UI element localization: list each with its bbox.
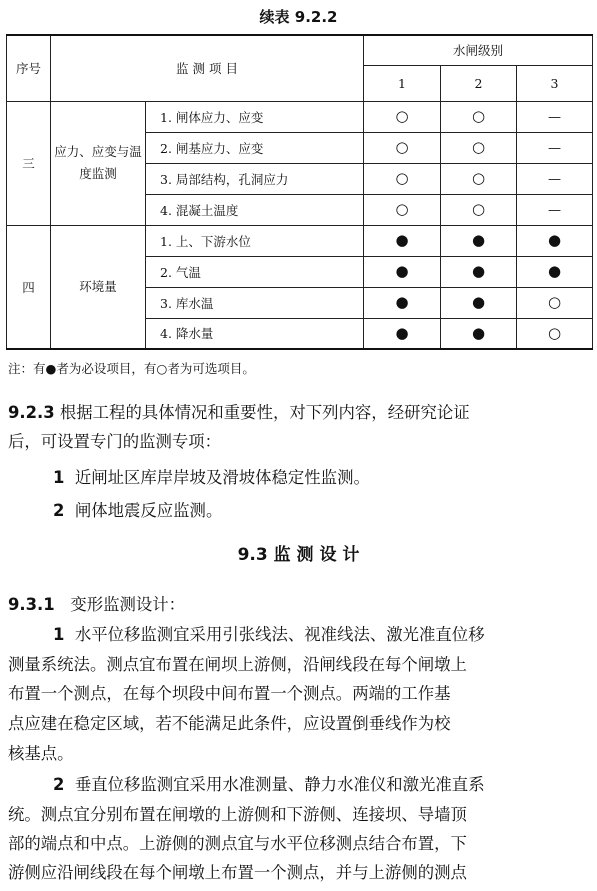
table-note: 注：有●者为必设项目，有○者为可选项目。 (8, 361, 255, 376)
para-2-line-4: 游侧应沿闸线段在每个闸墩上布置一个测点，并与上游侧的测点 (8, 863, 467, 882)
section-heading: 9.3 监 测 设 计 (237, 545, 360, 565)
not-applicable-mark: — (548, 141, 562, 156)
header-seq: 序号 (7, 35, 51, 101)
item-text: 闸体地震反应监测。 (74, 501, 223, 520)
not-applicable-mark: — (548, 110, 562, 125)
item-number: 2 (53, 501, 65, 520)
item-number: 2 (53, 775, 65, 794)
para-1-line-2: 测量系统法。测点宜布置在闸坝上游侧，沿闸线段在每个闸墩上 (8, 655, 467, 674)
group-seq: 四 (7, 225, 51, 349)
item-number: 1 (53, 468, 65, 487)
clause-9-3-1-title (8, 590, 597, 619)
para-1-line-1 (53, 620, 597, 649)
clause-number: 9.2.3 (8, 403, 55, 422)
clause-number: 9.3.1 (8, 595, 55, 614)
optional-mark: ○ (471, 169, 486, 187)
para-1-line-3: 布置一个测点，在每个坝段中间布置一个测点。两端的工作基 (8, 684, 451, 703)
item-label: 1. 闸体应力、应变 (146, 101, 364, 132)
required-mark: ● (471, 293, 486, 311)
table-row (7, 225, 593, 256)
item-label: 3. 库水温 (146, 287, 364, 318)
table-row (7, 101, 593, 132)
item-label: 1. 上、下游水位 (146, 225, 364, 256)
header-grade: 水闸级别 (364, 35, 593, 65)
clause-9-2-3-line-2: 后，可设置专门的监测专项： (8, 432, 222, 451)
optional-mark: ○ (395, 169, 409, 187)
optional-mark: ○ (547, 323, 562, 342)
group-seq: 三 (7, 101, 51, 225)
optional-mark: ○ (471, 138, 486, 156)
para-1-line-5: 核基点。 (8, 744, 74, 763)
monitoring-table (6, 34, 593, 350)
required-mark: ● (471, 323, 486, 342)
optional-mark: ○ (471, 200, 486, 218)
table-caption: 续表 9.2.2 (259, 8, 338, 26)
required-mark: ● (395, 231, 409, 249)
clause-text: 变形监测设计： (70, 595, 186, 614)
para-2-line-2: 统。测点宜分别布置在闸墩的上游侧和下游侧、连接坝、导墙顶 (8, 805, 467, 824)
not-applicable-mark: — (548, 172, 562, 187)
optional-mark: ○ (395, 107, 409, 125)
item-number: 1 (53, 625, 65, 644)
item-label: 3. 局部结构，孔洞应力 (146, 163, 364, 194)
clause-9-2-3-item-1 (53, 463, 597, 492)
group-category: 环境量 (51, 225, 146, 349)
optional-mark: ○ (395, 138, 409, 156)
para-1-line-4: 点应建在稳定区域，若不能满足此条件，应设置倒垂线作为校 (8, 714, 451, 733)
item-label: 4. 混凝土温度 (146, 194, 364, 225)
optional-mark: ○ (547, 293, 562, 311)
item-text: 近闸址区库岸岸坡及滑坡体稳定性监测。 (74, 468, 370, 487)
required-mark: ● (471, 231, 486, 249)
para-2-line-3: 部的端点和中点。上游侧的测点宜与水平位移测点结合布置，下 (8, 834, 467, 853)
required-mark: ● (547, 262, 562, 280)
para-text: 垂直位移监测宜采用水准测量、静力水准仪和激光准直系 (74, 775, 485, 794)
optional-mark: ○ (471, 107, 486, 125)
group-category: 应力、应变与温度监测 (51, 101, 146, 225)
para-text: 水平位移监测宜采用引张线法、视准线法、激光准直位移 (74, 625, 485, 644)
header-grade-1: 1 (364, 65, 441, 101)
item-label: 2. 闸基应力、应变 (146, 132, 364, 163)
header-grade-2: 2 (441, 65, 517, 101)
para-2-line-1 (53, 770, 597, 799)
required-mark: ● (471, 262, 486, 280)
clause-9-2-3-item-2 (53, 496, 597, 525)
required-mark: ● (395, 293, 409, 311)
required-mark: ● (395, 262, 409, 280)
header-grade-3: 3 (517, 65, 593, 101)
item-label: 4. 降水量 (146, 318, 364, 349)
optional-mark: ○ (395, 200, 409, 218)
required-mark: ● (395, 323, 409, 342)
item-label: 2. 气温 (146, 256, 364, 287)
clause-text: 根据工程的具体情况和重要性，对下列内容，经研究论证 (59, 403, 470, 422)
clause-9-2-3-line-1 (8, 398, 597, 427)
header-item: 监 测 项 目 (51, 35, 364, 101)
not-applicable-mark: — (548, 203, 562, 218)
required-mark: ● (547, 231, 562, 249)
